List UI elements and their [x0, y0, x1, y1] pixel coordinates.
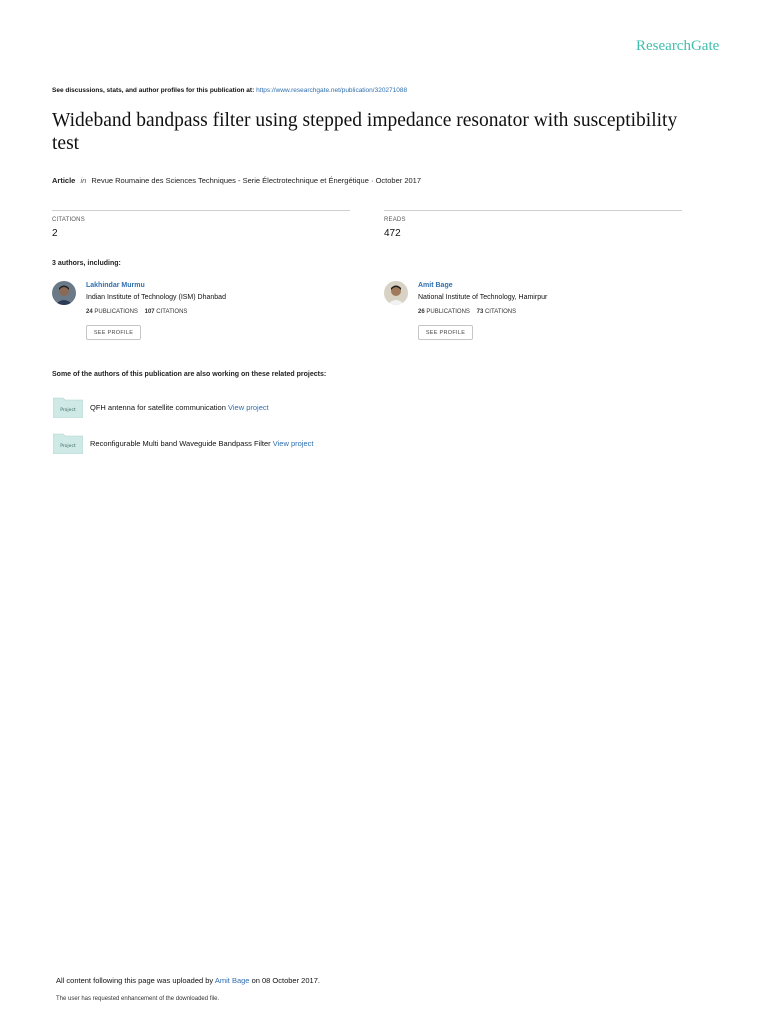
see-discussions-text: See discussions, stats, and author profiles for this publication at: [52, 87, 255, 94]
project-icon-label: Project [60, 408, 76, 413]
authors-heading: 3 authors, including: [52, 260, 121, 267]
author-publications-label: PUBLICATIONS [426, 309, 470, 315]
view-project-link[interactable]: View project [272, 439, 314, 448]
publication-url-link[interactable]: https://www.researchgate.net/publication/320271088 [256, 87, 408, 94]
author-citations-count: 73 [476, 309, 484, 315]
author-name-link[interactable]: Amit Bage [418, 282, 453, 289]
uploader-link[interactable]: Amit Bage [214, 976, 250, 985]
author-citations-label: CITATIONS [156, 309, 188, 315]
view-project-link[interactable]: View project [228, 403, 269, 412]
author-stats [86, 309, 187, 315]
reads-label: READS [384, 217, 406, 223]
citations-label: CITATIONS [52, 217, 85, 223]
article-type: Article [52, 176, 76, 185]
project-folder-icon[interactable] [53, 396, 83, 418]
author-citations-label: CITATIONS [484, 309, 517, 315]
uploaded-suffix: on 08 October 2017. [251, 976, 320, 985]
publication-title: Wideband bandpass filter using stepped impedance resonator with susceptibility test [52, 110, 678, 154]
author-publications-label: PUBLICATIONS [94, 309, 138, 315]
article-in: in [80, 176, 87, 185]
project-item [90, 439, 313, 448]
uploaded-note [56, 976, 320, 985]
see-profile-button[interactable]: SEE PROFILE [86, 325, 141, 340]
researchgate-logo[interactable]: ResearchGate [636, 38, 720, 54]
author-stats [418, 309, 516, 315]
uploaded-prefix: All content following this page was uploaded by [56, 976, 214, 985]
article-meta [52, 176, 421, 185]
project-name: Reconfigurable Multi band Waveguide Bandpass Filter [90, 439, 271, 448]
project-icon-label: Project [60, 444, 76, 449]
see-profile-button[interactable]: SEE PROFILE [418, 325, 473, 340]
enhancement-note: The user has requested enhancement of the downloaded file. [56, 996, 220, 1002]
author-name-link[interactable]: Lakhindar Murmu [86, 282, 145, 289]
reads-value: 472 [384, 228, 401, 239]
see-discussions-line [52, 87, 407, 94]
projects-heading: Some of the authors of this publication are also working on these related projects: [52, 371, 327, 378]
author-institution[interactable]: National Institute of Technology, Hamirpur [418, 294, 548, 301]
citations-divider [52, 210, 350, 211]
author-avatar-amit-bage[interactable] [384, 281, 408, 305]
journal-link[interactable]: Revue Roumaine des Sciences Techniques - Serie Électrotechnique et Énergétique · October 2017 [91, 176, 422, 185]
author-avatar-lakhindar-murmu[interactable] [52, 281, 76, 305]
project-name: QFH antenna for satellite communication [90, 403, 226, 412]
author-publications-count: 24 [86, 309, 93, 315]
project-item [90, 403, 269, 412]
citations-value: 2 [52, 228, 58, 239]
author-citations-count: 107 [144, 309, 155, 315]
project-folder-icon[interactable] [53, 432, 83, 454]
author-publications-count: 26 [418, 309, 425, 315]
author-institution[interactable]: Indian Institute of Technology (ISM) Dhanbad [86, 294, 226, 301]
reads-divider [384, 210, 682, 211]
